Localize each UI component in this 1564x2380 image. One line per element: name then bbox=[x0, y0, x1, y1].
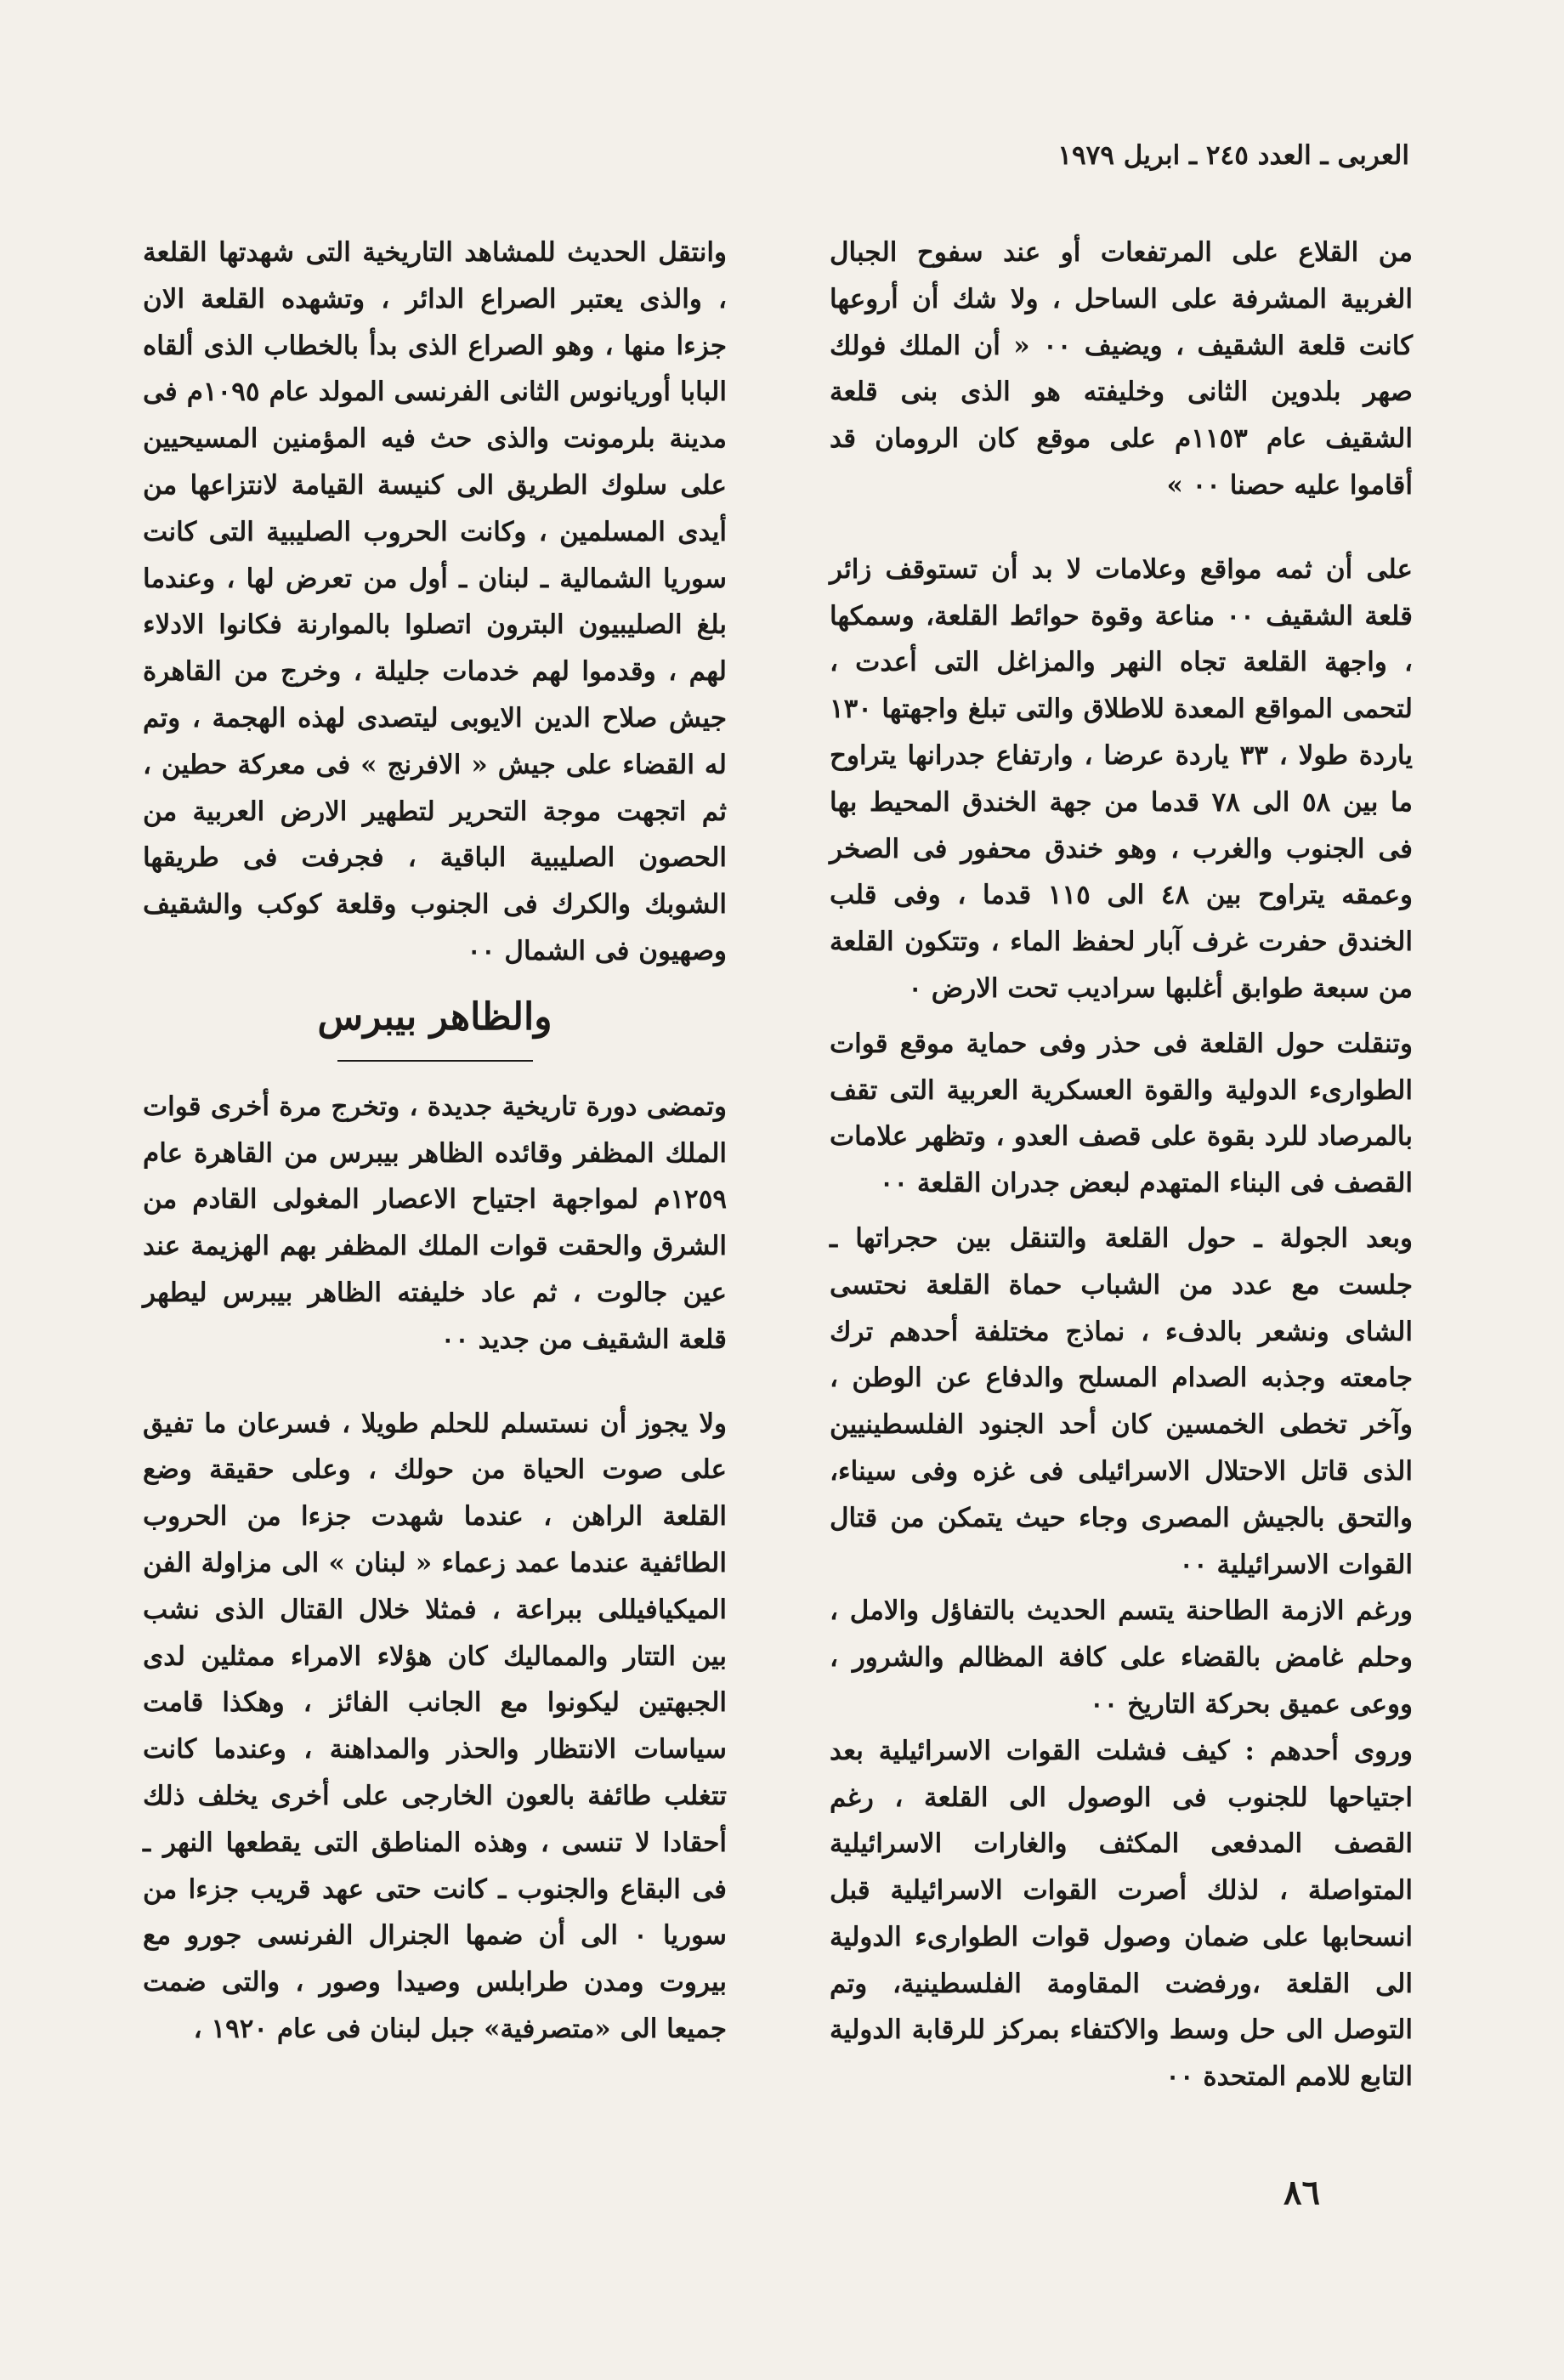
paragraph: ورغم الازمة الطاحنة يتسم الحديث بالتفاؤل والامل ، وحلم غامض بالقضاء على كافة المظالم والشرور ، ووعى عميق بحركة التاريخ ٠٠ bbox=[830, 1595, 1413, 1720]
right-column bbox=[830, 230, 1413, 2100]
paragraph: على أن ثمه مواقع وعلامات لا بد أن تستوقف زائر قلعة الشقيف ٠٠ مناعة وقوة حوائط القلعة، وسمكها ، واجهة القلعة تجاه النهر والمزاغل التى أعدت ، لتحمى المواقع المعدة للاطلاق والتى تبلغ واجهتها ١٣٠ ياردة طولا ، ٣٣ ياردة عرضا ، وارتفاع جدرانها يتراوح ما بين ٥٨ الى ٧٨ قدما من جهة الخندق المحيط بها فى الجنوب والغرب ، وهو خندق محفور فى الصخر وعمقه يتراوح بين ٤٨ الى ١١٥ قدما ، وفى قلب الخندق حفرت غرف آبار لحفظ الماء ، وتتكون القلعة من سبعة طوابق أغلبها سراديب تحت الارض ٠ bbox=[830, 553, 1414, 1004]
paragraph: وروى أحدهم : كيف فشلت القوات الاسرائيلية بعد اجتياحها للجنوب فى الوصول الى القلعة ، رغم القصف المدفعى المكثف والغارات الاسرائيلية المتواصلة ، لذلك أصرت القوات الاسرائيلية قبل انسحابها على ضمان وصول قوات الطوارىء الدولية الى القلعة ،ورفضت المقاومة الفلسطينية، وتم التوصل الى حل وسط والاكتفاء بمركز للرقابة الدولية التابع للامم المتحدة ٠٠ bbox=[830, 1735, 1413, 2093]
section-heading-text: والظاهر بيبرس bbox=[317, 994, 552, 1039]
paragraph: وبعد الجولة ـ حول القلعة والتنقل بين حجراتها ـ جلست مع عدد من الشباب حماة القلعة نحتسى الشاى ونشعر بالدفء ، نماذج مختلفة أحدهم ترك جامعته وجذبه الصدام المسلح والدفاع عن الوطن ، وآخر تخطى الخمسين كان أحد الجنود الفلسطينيين الذى قاتل الاحتلال الاسرائيلى فى غزه وفى سيناء، والتحق بالجيش المصرى وجاء حيث يتمكن من قتال القوات الاسرائيلية ٠٠ bbox=[830, 1222, 1413, 1580]
paragraph: من القلاع على المرتفعات أو عند سفوح الجبال الغربية المشرفة على الساحل ، ولا شك أن أروعها كانت قلعة الشقيف ، ويضيف ٠٠ « أن الملك فولك صهر بلدوين الثانى وخليفته هو الذى بنى قلعة الشقيف عام ١١٥٣م على موقع كان الرومان قد أقاموا عليه حصنا ٠٠ » bbox=[830, 237, 1413, 501]
heading-underline bbox=[337, 1055, 533, 1062]
paragraph: وتمضى دورة تاريخية جديدة ، وتخرج مرة أخرى قوات الملك المظفر وقائده الظاهر بيبرس من القاهرة عام ١٢٥٩م لمواجهة اجتياح الاعصار المغولى القادم من الشرق والحقت قوات الملك المظفر بهم الهزيمة عند عين جالوت ، ثم عاد خليفته الظاهر بيبرس ليطهر قلعة الشقيف من جديد ٠٠ bbox=[143, 1091, 727, 1355]
running-header: العربى ـ العدد ٢٤٥ ـ ابريل ١٩٧٩ bbox=[1057, 140, 1409, 171]
paragraph: وتنقلت حول القلعة فى حذر وفى حماية موقع قوات الطوارىء الدولية والقوة العسكرية العربية التى تقف بالمرصاد للرد بقوة على قصف العدو ، وتظهر علامات القصف فى البناء المتهدم لبعض جدران القلعة ٠٠ bbox=[830, 1028, 1413, 1199]
paragraph: وانتقل الحديث للمشاهد التاريخية التى شهدتها القلعة ، والذى يعتبر الصراع الدائر ، وتشهده القلعة الان جزءا منها ، وهو الصراع الذى بدأ بالخطاب الذى ألقاه البابا أوريانوس الثانى الفرنسى المولد عام ١٠٩٥م فى مدينة بلرمونت والذى حث فيه المؤمنين المسيحيين على سلوك الطريق الى كنيسة القيامة لانتزاعها من أيدى المسلمين ، وكانت الحروب الصليبية التى كانت سوريا الشمالية ـ لبنان ـ أول من تعرض لها ، وعندما بلغ الصليبيون البترون اتصلوا بالموارنة فكانوا الادلاء لهم ، وقدموا لهم خدمات جليلة ، وخرج من القاهرة جيش صلاح الدين الايوبى ليتصدى لهذه الهجمة ، وتم له القضاء على جيش « الافرنج » فى معركة حطين ، ثم اتجهت موجة التحرير لتطهير الارض العربية من الحصون الصليبية الباقية ، فجرفت فى طريقها الشوبك والكرك فى الجنوب وقلعة كوكب والشقيف وصهيون فى الشمال ٠٠ bbox=[143, 237, 727, 966]
paragraph: ولا يجوز أن نستسلم للحلم طويلا ، فسرعان ما تفيق على صوت الحياة من حولك ، وعلى حقيقة وضع القلعة الراهن ، عندما شهدت جزءا من الحروب الطائفية عندما عمد زعماء « لبنان » الى مزاولة الفن الميكيافيللى ببراعة ، فمثلا خلال القتال الذى نشب بين التتار والمماليك كان هؤلاء الامراء ممثلين لدى الجبهتين ليكونوا مع الجانب الفائز ، وهكذا قامت سياسات الانتظار والحذر والمداهنة ، وعندما كانت تتغلب طائفة بالعون الخارجى على أخرى يخلف ذلك أحقادا لا تنسى ، وهذه المناطق التى يقطعها النهر ـ فى البقاع والجنوب ـ كانت حتى عهد قريب جزءا من سوريا ٠ الى أن ضمها الجنرال الفرنسى جورو مع بيروت ومدن طرابلس وصيدا وصور ، والتى ضمت جميعا الى «متصرفية» جبل لبنان فى عام ١٩٢٠ ، bbox=[143, 1408, 727, 2044]
left-column bbox=[143, 230, 727, 2053]
page-number: ٨٦ bbox=[1284, 2173, 1320, 2213]
section-heading bbox=[143, 994, 727, 1070]
